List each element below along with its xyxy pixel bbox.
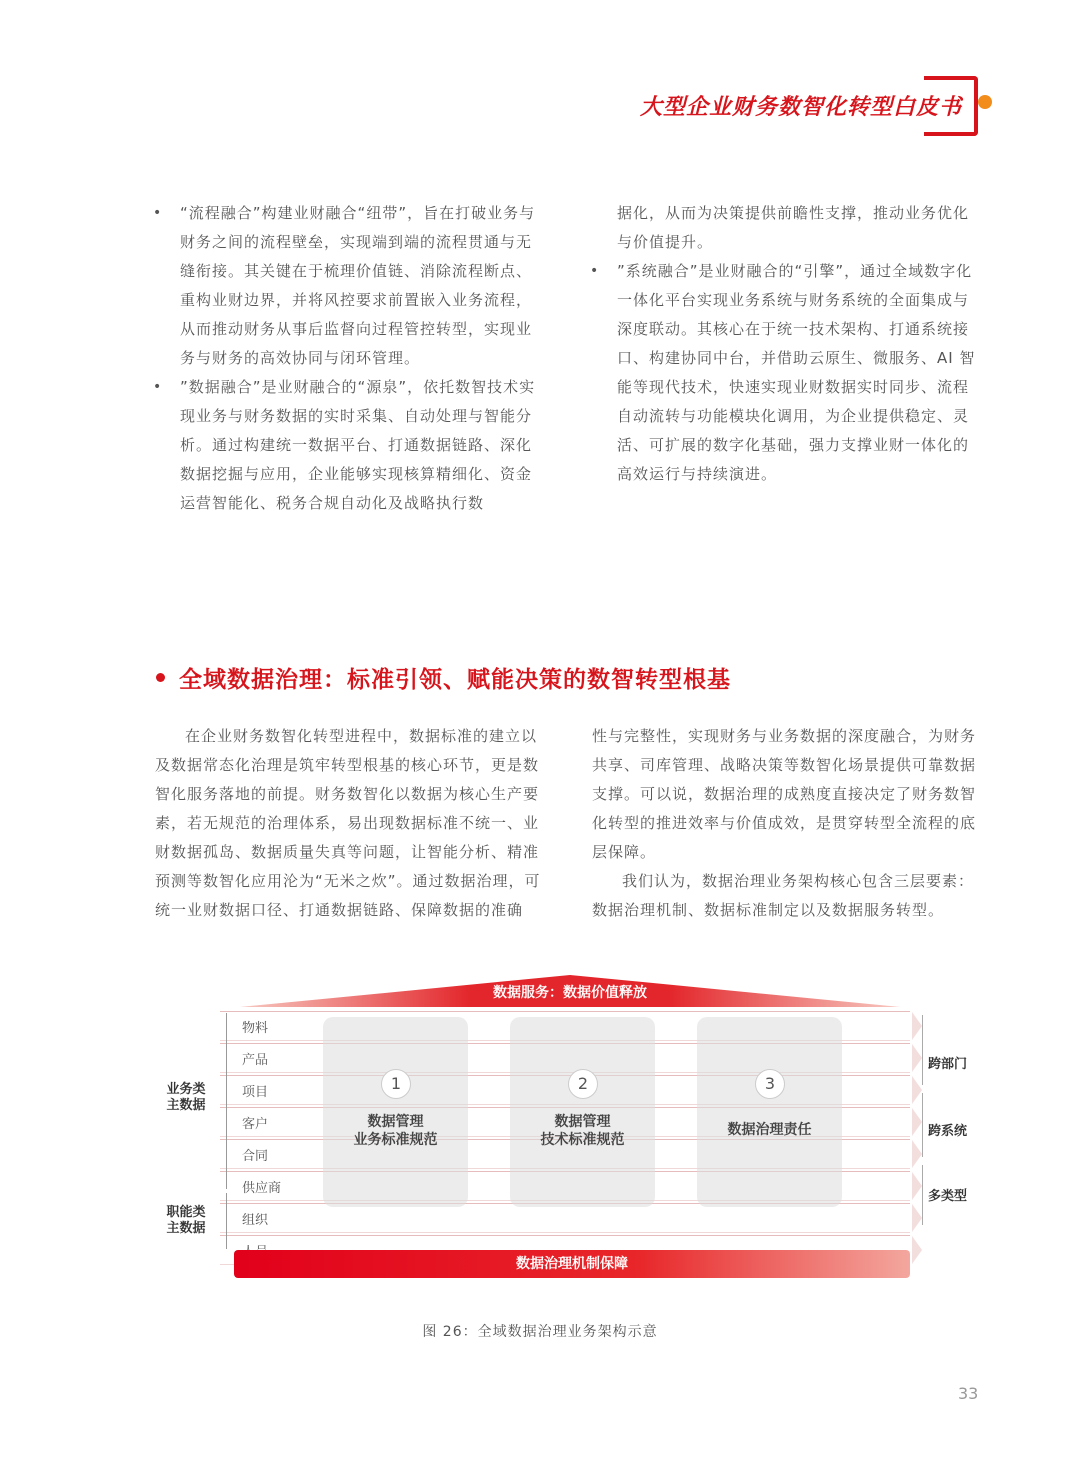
card-number: 2: [568, 1069, 598, 1099]
row-organization: 组织: [220, 1203, 910, 1233]
business-bracket: [226, 1013, 227, 1189]
top-right-column: [590, 199, 979, 489]
card-technical-standard: 2 数据管理 技术标准规范: [510, 1017, 655, 1207]
section-dot: [156, 673, 165, 682]
card-number: 1: [381, 1069, 411, 1099]
row-arrow: [912, 1236, 922, 1264]
bullet-data-integration: • ”数据融合”是业财融合的“源泉”，依托数智技术实现业务与财务数据的实时采集、自动处理与智能分析。通过构建统一数据平台、打通数据链路、深化数据挖掘与应用，企业能够实现核算精细化、资金运营智能化、税务合规自动化及战略执行数: [180, 373, 545, 518]
section-right-paragraph-2: 我们认为，数据治理业务架构核心包含三层要素：数据治理机制、数据标准制定以及数据服务转型。: [592, 872, 975, 919]
page-number: 33: [958, 1384, 979, 1403]
bullet-data-integration-cont: 据化，从而为决策提供前瞻性支撑，推动业务优化与价值提升。: [617, 204, 970, 251]
section-left-column: [155, 722, 543, 925]
right-bracket: [917, 1015, 923, 1085]
section-right-paragraph-1: 性与完整性，实现财务与业务数据的深度融合，为财务共享、司库管理、战略决策等数智化场景提供可靠数据支撑。可以说，数据治理的成熟度直接决定了财务数智化转型的推进效率与价值成效，是贯穿转型全流程的底层保障。: [592, 727, 977, 861]
header-logo-frame: [924, 76, 978, 136]
bullet-dot: •: [153, 205, 163, 221]
row-customer: 客户: [220, 1107, 910, 1137]
functional-bracket: [226, 1193, 227, 1249]
functional-master-data-label: 职能类 主数据: [166, 1205, 206, 1236]
business-master-data-label: 业务类 主数据: [166, 1082, 206, 1113]
cross-system-label: 跨系统: [928, 1124, 968, 1139]
header-logo-dot: [978, 95, 992, 109]
section-right-column: [592, 722, 980, 925]
card-governance-responsibility: 3 数据治理责任: [697, 1017, 842, 1207]
bullet-process-integration: • “流程融合”构建业财融合“纽带”，旨在打破业务与财务之间的流程壁垒，实现端到端的流程贯通与无缝衔接。其关键在于梳理价值链、消除流程断点、重构业财边界，并将风控要求前置嵌入业务流程，从而推动财务从事后监督向过程管控转型，实现业务与财务的高效协同与闭环管理。: [180, 199, 545, 373]
bullet-dot: •: [590, 263, 600, 279]
cross-department-label: 跨部门: [928, 1057, 968, 1072]
bullet-system-integration: • ”系统融合”是业财融合的“引擎”，通过全域数字化一体化平台实现业务系统与财务系统的全面集成与深度联动。其核心在于统一技术架构、打通系统接口、构建协同中台，并借助云原生、微服务、AI 智能等现代技术，快速实现业财数据实时同步、流程自动流转与功能模块化调用，为企业提供稳定、灵活、可扩展的数字化基础，强力支撑业财一体化的高效运行与持续演进。: [617, 257, 979, 489]
row-product: 产品: [220, 1043, 910, 1073]
section-title: 全域数据治理：标准引领、赋能决策的数智转型根基: [156, 661, 731, 694]
card-business-standard: 1 数据管理 业务标准规范: [323, 1017, 468, 1207]
right-bracket: [917, 1165, 923, 1225]
multi-type-label: 多类型: [928, 1189, 968, 1204]
header-title: 大型企业财务数智化转型白皮书: [640, 95, 963, 120]
top-left-column: [153, 199, 545, 518]
figure-caption: 图 26：全域数据治理业务架构示意: [422, 1324, 658, 1340]
row-project: 项目: [220, 1075, 910, 1105]
base-banner: 数据治理机制保障: [234, 1250, 910, 1278]
right-bracket: [917, 1093, 923, 1157]
section-left-paragraph: 在企业财务数智化转型进程中，数据标准的建立以及数据常态化治理是筑牢转型根基的核心环节，更是数智化服务落地的前提。财务数智化以数据为核心生产要素，若无规范的治理体系，易出现数据标准不统一、业财数据孤岛、数据质量失真等问题，让智能分析、精准预测等数智化应用沦为“无米之炊”。通过数据治理，可统一业财数据口径、打通数据链路、保障数据的准确: [155, 727, 541, 919]
row-supplier: 供应商: [220, 1171, 910, 1201]
row-contract: 合同: [220, 1139, 910, 1169]
row-material: 物料: [220, 1011, 910, 1041]
architecture-diagram: [150, 975, 980, 1285]
roof-label: 数据服务：数据价值释放: [493, 985, 647, 1001]
card-number: 3: [755, 1069, 785, 1099]
bullet-dot: •: [153, 379, 163, 395]
